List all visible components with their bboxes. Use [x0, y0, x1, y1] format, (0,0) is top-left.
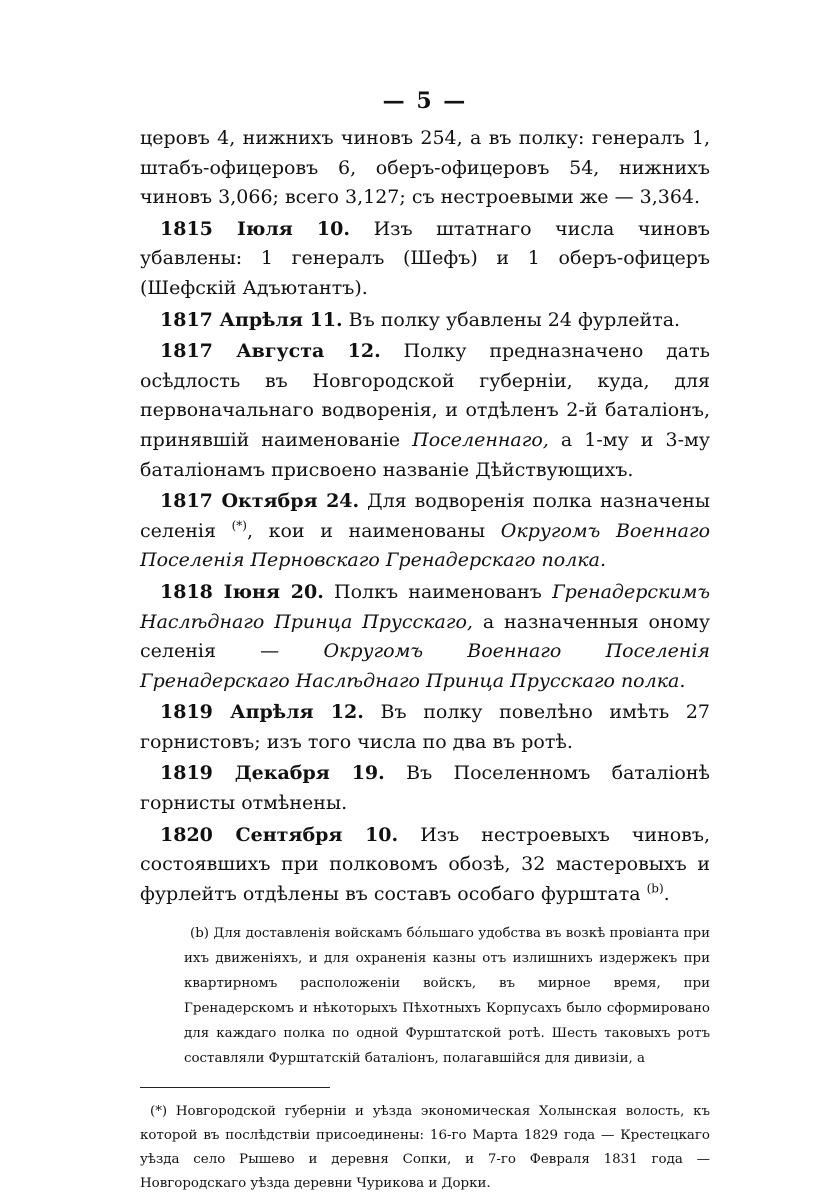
entry-date: 1817 Апрѣля 11. — [160, 308, 343, 331]
paragraph-text: а 1-му и 3-му баталіонамъ присвоено названіе Дѣйствующихъ. — [140, 428, 710, 481]
paragraph-text: . — [663, 882, 670, 905]
entry-date: 1820 Сентября 10. — [160, 823, 399, 846]
footnote-star: (*) Новгородской губерніи и уѣзда экономическая Холынская волость, къ которой въ послѣдствіи присоединены: 16-го Марта 1829 года — Крестецкаго уѣзда село Рышево и деревня Сопки, и 7-го Февраля 1831 года — Новгородскаго уѣзда деревни Чурикова и Дорки. — [140, 1104, 710, 1192]
paragraph-text: Изъ нестроевыхъ чиновъ, состоявшихъ при полковомъ обозѣ, 32 мастеровыхъ и фурлейтъ отдѣлены въ составъ особаго фурштата — [140, 823, 710, 905]
paragraph-1820-september — [140, 821, 710, 910]
entry-date: 1818 Іюня 20. — [160, 580, 324, 603]
entry-date: 1817 Августа 12. — [160, 340, 381, 363]
paragraph-1817-april — [140, 306, 710, 336]
italic-name: Округомъ Военнаго Поселенія Перновскаго Гренадерскаго полка. — [140, 519, 711, 572]
italic-name: Округомъ Военнаго Поселенія Гренадерскаго Наслѣднаго Принца Прусскаго полка. — [140, 640, 710, 692]
paragraph-text: Въ полку убавлены 24 фурлейта. — [348, 308, 681, 331]
entry-date: 1819 Декабря 19. — [160, 762, 385, 785]
paragraph-text: а назначенныя оному селенія — — [140, 610, 711, 663]
footnote-marker: (b) — [646, 881, 664, 896]
footnote-marker: (*) — [231, 518, 247, 533]
paragraph-1817-october — [140, 487, 710, 576]
page — [140, 88, 710, 1196]
paragraph-text: , кои и наименованы — [246, 519, 486, 542]
italic-name: Гренадерскимъ Наслѣднаго Принца Прусскаго, — [140, 580, 710, 633]
side-note-b: (b) Для доставленія войскамъ бóльшаго удобства въ возкѣ провіанта при ихъ движеніяхъ, и для охраненія казны отъ излишнихъ издержекъ при квартирномъ расположеніи войскъ, въ мирное время, при Гренадерскомъ и нѣкоторыхъ Пѣхотныхъ Корпусахъ было сформировано для каждаго полка по одной Фурштатской ротѣ. Шесть таковыхъ ротъ составляли Фурштатскій баталіонъ, полагавшійся для дивизіи, а — [184, 926, 710, 1067]
paragraph-text: Изъ штатнаго числа чиновъ убавлены: 1 генералъ (Шефъ) и 1 оберъ-офицеръ (Шефскій Адъютантъ). — [140, 217, 711, 299]
paragraph-1819-december — [140, 759, 710, 818]
entry-date: 1817 Октября 24. — [160, 490, 360, 513]
paragraph-1819-april — [140, 698, 710, 757]
paragraph-text: Въ Поселенномъ баталіонѣ горнисты отмѣнены. — [140, 762, 710, 815]
paragraph-text: Для водворенія полка назначены селенія — [140, 490, 710, 542]
entry-date: 1819 Апрѣля 12. — [160, 701, 364, 724]
entry-date: 1815 Іюля 10. — [160, 217, 350, 240]
paragraph-text: Полкъ наименованъ — [334, 580, 542, 603]
paragraph-text: церовъ 4, нижнихъ чиновъ 254, а въ полку: генералъ 1, штабъ-офицеровъ 6, оберъ-офицеровъ 54, нижнихъ чиновъ 3,066; всего 3,127; съ нестроевыми же — 3,364. — [140, 127, 710, 209]
paragraph-continuation — [140, 124, 710, 213]
page-number: — 5 — — [382, 88, 468, 114]
footnote-divider — [140, 1087, 330, 1088]
italic-name: Поселеннаго, — [412, 428, 549, 451]
paragraph-text: Полку предназначено дать осѣдлость въ Новгородской губерніи, куда, для первоначальнаго водворенія, и отдѣленъ 2-й баталіонъ, принявшій наименованіе — [140, 340, 710, 451]
paragraph-1817-august — [140, 337, 710, 485]
paragraph-1818-june — [140, 578, 710, 696]
paragraph-1815-july — [140, 215, 710, 304]
paragraph-text: Въ полку повелѣно имѣть 27 горнистовъ; изъ того числа по два въ ротѣ. — [140, 701, 711, 753]
